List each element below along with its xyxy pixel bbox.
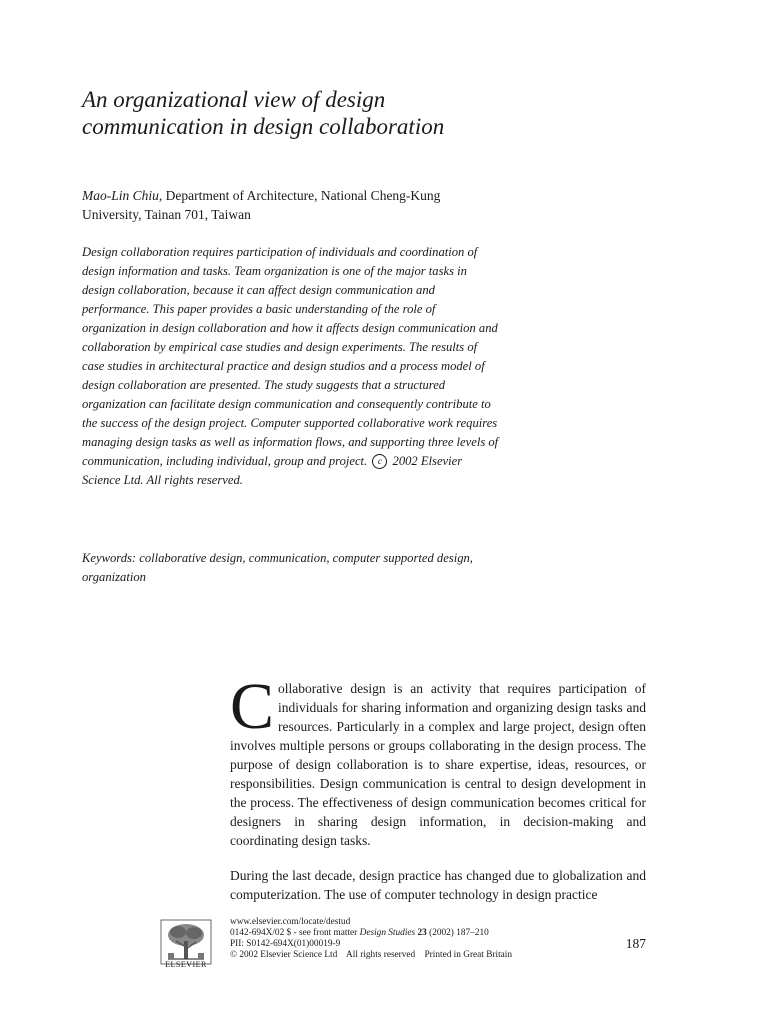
citation-line: 0142-694X/02 $ - see front matter Design Studies 23 (2002) 187–210 bbox=[230, 928, 489, 938]
footer-info bbox=[230, 917, 590, 961]
body-paragraph: During the last decade, design practice has changed due to globalization and computerization. The use of computer technology in design practice bbox=[230, 868, 646, 902]
body-paragraph bbox=[230, 670, 646, 850]
drop-cap: C bbox=[230, 670, 275, 743]
keywords: Keywords: collaborative design, communication, computer supported design, organization bbox=[82, 551, 473, 584]
page-number: 187 bbox=[625, 936, 646, 951]
journal-url[interactable]: www.elsevier.com/locate/destud bbox=[230, 917, 351, 927]
copyright-icon: c bbox=[372, 454, 387, 469]
author-name: Mao-Lin Chiu, bbox=[82, 188, 163, 203]
paragraph-text: ollaborative design is an activity that requires participation of individuals for sharing information and organizing design tasks and resources. Particularly in a complex and large project, design often involves multiple persons or groups collaborating in the design process. The purpose of design collaboration is to share expertise, ideas, resources, or responsibilities. Design communication is central to design development in the process. The effectiveness of design communication becomes critical for designers in sharing design information, in decision-making and coordinating design tasks. bbox=[230, 681, 646, 848]
abstract-copyright: 2002 Elsevier Science Ltd. All rights reserved. bbox=[82, 454, 463, 487]
article-body bbox=[230, 670, 646, 920]
publisher-logo-text: ELSEVIER bbox=[165, 960, 207, 969]
pii-line: PII: S0142-694X(01)00019-9 bbox=[230, 939, 341, 949]
abstract-text: Design collaboration requires participation of individuals and coordination of design information and tasks. Team organization is one of the major tasks in design collaboration, because it can affect design communication and performance. This paper provides a basic understanding of the role of organization in design collaboration and how it affects design communication and collaboration by empirical case studies and design experiments. The results of case studies in architectural practice and design studios and a process model of design collaboration are presented. The study suggests that a structured organization can facilitate design communication and consequently contribute to the success of the design project. Computer supported collaborative work requires managing design tasks as well as information flows, and supporting three levels of communication, including individual, group and project. bbox=[82, 245, 499, 468]
rights-line: © 2002 Elsevier Science Ltd All rights reserved Printed in Great Britain bbox=[230, 950, 513, 960]
abstract bbox=[82, 243, 500, 490]
author-block bbox=[82, 186, 502, 224]
author-affiliation: Department of Architecture, National Cheng-Kung University, Tainan 701, Taiwan bbox=[82, 188, 441, 222]
article-title: An organizational view of design communication in design collaboration bbox=[82, 87, 445, 139]
